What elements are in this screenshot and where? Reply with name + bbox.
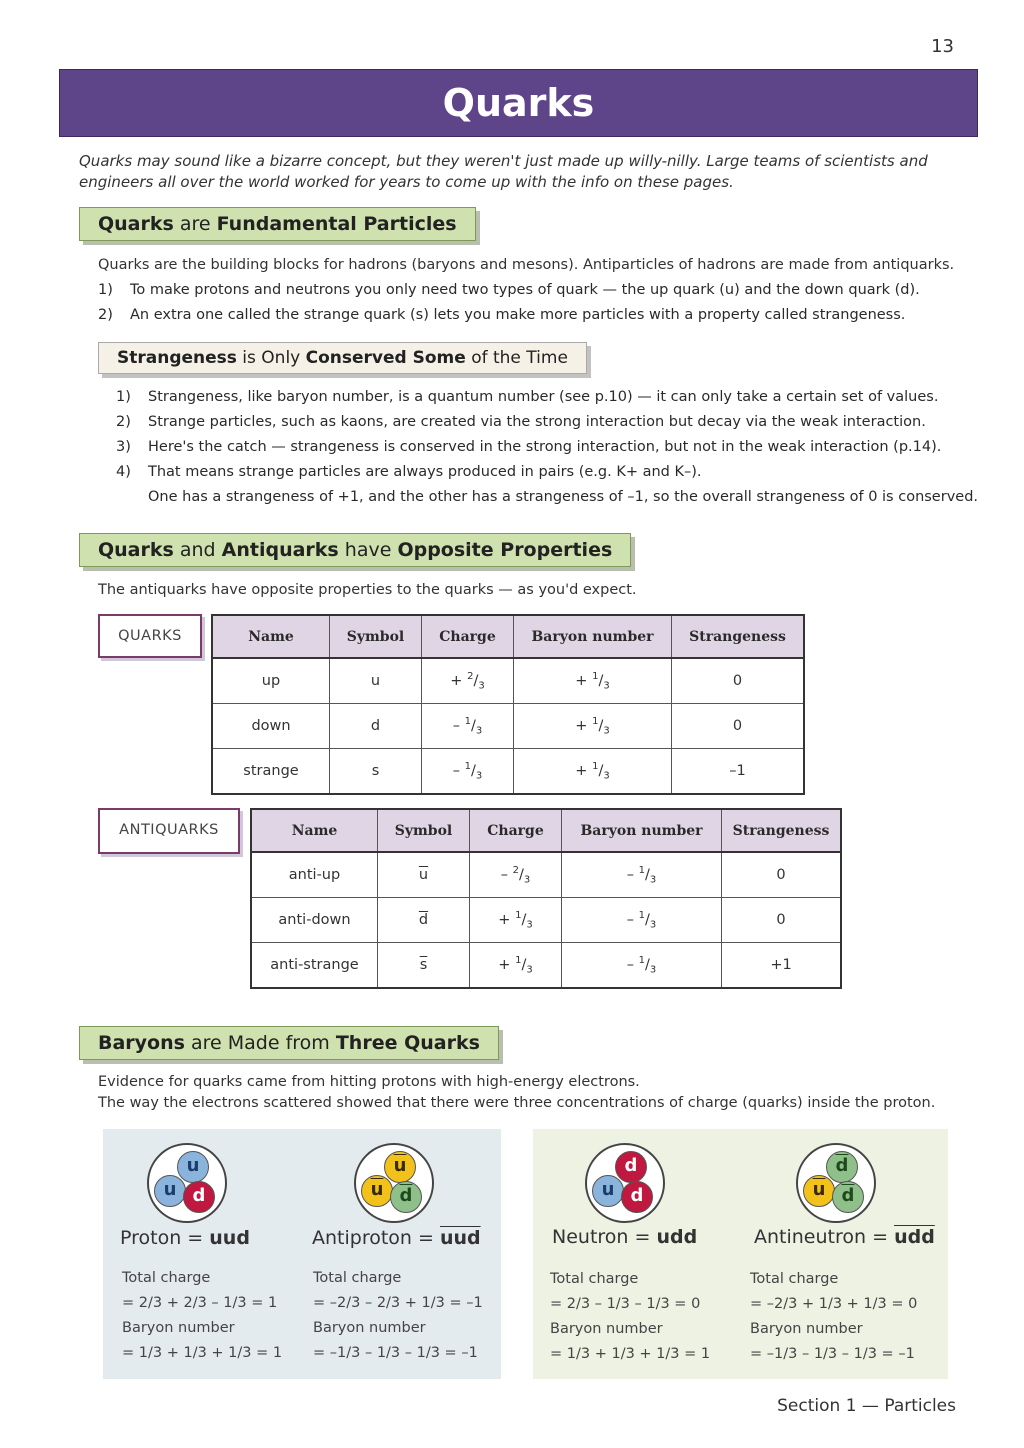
antiproton-diagram [354,1143,434,1223]
proton-diagram [147,1143,227,1223]
anti-down-quark-icon: $\overline{d}$ [826,1151,858,1183]
anti-down-quark-icon: $\overline{d}$ [390,1181,422,1213]
heading-strangeness: Strangeness is Only Conserved Some of the Time [98,342,587,374]
quarks-tag: QUARKS [98,614,202,658]
table-row: down d – $^1/_3$ + $^1/_3$ 0 [212,704,804,749]
up-quark-icon: u [592,1175,624,1207]
table-row: strange s – $^1/_3$ + $^1/_3$ –1 [212,749,804,795]
up-quark-icon: u [154,1175,186,1207]
list-item: 4) That means strange particles are always produced in pairs (e.g. K+ and K–). One has a strangeness of +1, and the other has a strangeness of –1, so the overall strangeness of 0 is conserved. [116,464,979,505]
down-quark-icon: d [183,1181,215,1213]
page-number: 13 [931,36,954,57]
list-item: 1) Strangeness, like baryon number, is a quantum number (see p.10) — it can only take a certain set of values. [116,389,939,405]
table-row: anti-up $\overline{u}$ – $^2/_3$ – $^1/_3$ 0 [251,852,841,898]
heading-opposite-properties: Quarks and Antiquarks have Opposite Properties [79,533,631,567]
down-quark-icon: d [615,1151,647,1183]
evidence-line-2: The way the electrons scattered showed that there were three concentrations of charge (quarks) inside the proton. [98,1095,936,1111]
evidence-text [98,1072,988,1114]
fundamental-list [98,278,988,328]
anti-up-quark-icon: $\overline{u}$ [361,1175,393,1207]
particle-calc: Total charge = 2/3 + 2/3 – 1/3 = 1 Baryon number = 1/3 + 1/3 + 1/3 = 1 [122,1270,283,1361]
fundamental-para: Quarks are the building blocks for hadrons (baryons and mesons). Antiparticles of hadrons are made from antiquarks. [98,257,955,273]
table-row: anti-down $\overline{d}$ + $^1/_3$ – $^1/_3$ 0 [251,898,841,943]
opposite-para: The antiquarks have opposite properties to the quarks — as you'd expect. [98,582,637,598]
list-item: 2) Strange particles, such as kaons, are created via the strong interaction but decay via the weak interaction. [116,414,926,430]
antineutron-diagram [796,1143,876,1223]
strangeness-list [116,385,996,510]
list-item: 3) Here's the catch — strangeness is conserved in the strong interaction, but not in the weak interaction (p.14). [116,439,942,455]
anti-up-quark-icon: $\overline{u}$ [803,1175,835,1207]
col-header: Strangeness [672,615,805,658]
particle-name: Proton = uud [120,1227,250,1249]
table-row: anti-strange $\overline{s}$ + $^1/_3$ – $^1/_3$ +1 [251,943,841,989]
table-row: up u + $^2/_3$ + $^1/_3$ 0 [212,658,804,704]
particle-calc: Total charge = –2/3 + 1/3 + 1/3 = 0 Baryon number = –1/3 – 1/3 – 1/3 = –1 [750,1271,918,1362]
col-header: Name [212,615,330,658]
page-title: Quarks [59,69,978,137]
list-item: 2) An extra one called the strange quark (s) lets you make more particles with a property called strangeness. [98,307,906,323]
down-quark-icon: d [621,1181,653,1213]
particle-name: Antiproton = $\overline{uud}$ [312,1227,481,1249]
col-header: Charge [422,615,514,658]
antiquarks-tag: ANTIQUARKS [98,808,240,854]
col-header: Charge [470,809,562,852]
col-header: Name [251,809,378,852]
quarks-table [211,614,805,795]
up-quark-icon: u [177,1151,209,1183]
antiquarks-table [250,808,842,989]
evidence-line-1: Evidence for quarks came from hitting protons with high-energy electrons. [98,1074,640,1090]
particle-name: Antineutron = $\overline{udd}$ [754,1226,935,1248]
col-header: Baryon number [562,809,722,852]
col-header: Symbol [330,615,422,658]
col-header: Symbol [378,809,470,852]
list-item: 1) To make protons and neutrons you only need two types of quark — the up quark (u) and the down quark (d). [98,282,920,298]
anti-up-quark-icon: $\overline{u}$ [384,1151,416,1183]
neutron-diagram [585,1143,665,1223]
anti-down-quark-icon: $\overline{d}$ [832,1181,864,1213]
heading-fundamental-particles: Quarks are Fundamental Particles [79,207,476,241]
section-footer: Section 1 — Particles [777,1396,956,1416]
intro-text: Quarks may sound like a bizarre concept, but they weren't just made up willy-nilly. Large teams of scientists and engineers all over the world worked for years to come up with the info on these pages. [79,152,928,191]
col-header: Baryon number [514,615,672,658]
particle-name: Neutron = udd [552,1226,698,1248]
col-header: Strangeness [722,809,842,852]
particle-calc: Total charge = –2/3 – 2/3 + 1/3 = –1 Baryon number = –1/3 – 1/3 – 1/3 = –1 [313,1270,483,1361]
particle-calc: Total charge = 2/3 – 1/3 – 1/3 = 0 Baryon number = 1/3 + 1/3 + 1/3 = 1 [550,1271,711,1362]
heading-three-quarks: Baryons are Made from Three Quarks [79,1026,499,1060]
